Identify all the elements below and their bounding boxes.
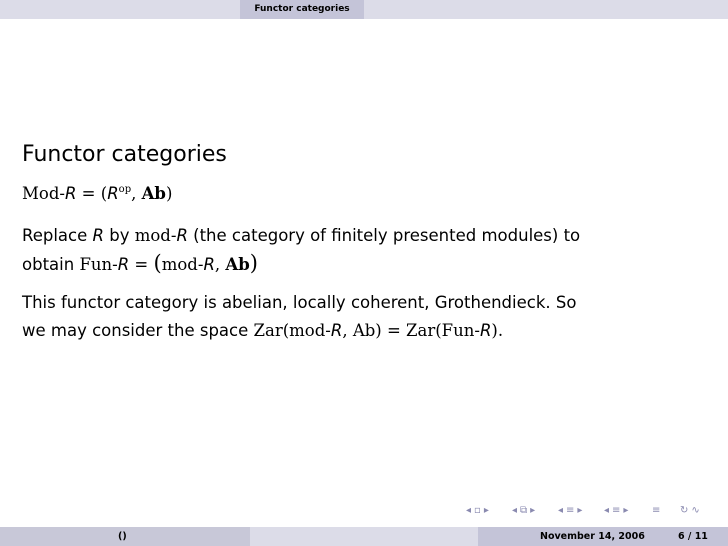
nav-zoom-icon[interactable]: ∿ bbox=[691, 505, 700, 516]
line-obtain: obtain Fun-R = (mod-R, Ab) bbox=[22, 251, 258, 275]
nav-right-arrow-icon[interactable]: ▸ bbox=[483, 505, 489, 516]
nav-search-group bbox=[680, 505, 703, 519]
nav-section-left-icon[interactable]: ◂ bbox=[558, 505, 564, 516]
footer-author: () bbox=[118, 531, 127, 542]
nav-section-icon[interactable]: ≡ bbox=[566, 505, 575, 516]
nav-eq-icon[interactable]: ≡ bbox=[652, 505, 661, 516]
nav-eq-group bbox=[652, 505, 663, 519]
nav-subsection-group bbox=[512, 505, 538, 519]
line-mod-definition: $Mod-R = (R^{op}$, Ab) bbox=[22, 184, 173, 203]
nav-subsec-icon[interactable]: ≡ bbox=[612, 505, 621, 516]
header-bar bbox=[0, 0, 728, 19]
nav-subsection-right-icon[interactable]: ▸ bbox=[530, 505, 536, 516]
nav-frame-icon[interactable]: ▫ bbox=[474, 505, 481, 516]
nav-search-icon[interactable]: ↻ bbox=[680, 505, 689, 516]
header-section-title[interactable]: Functor categories bbox=[254, 4, 350, 14]
line-abelian: This functor category is abelian, locally coherent, Grothendieck. So bbox=[22, 293, 577, 312]
nav-subsec-group bbox=[604, 505, 631, 519]
nav-subsection-left-icon[interactable]: ◂ bbox=[512, 505, 518, 516]
nav-section-right-icon[interactable]: ▸ bbox=[577, 505, 583, 516]
line-zariski: we may consider the space Zar(mod-R, Ab) = Zar(Fun-R). bbox=[22, 321, 504, 340]
nav-frame-group bbox=[466, 505, 492, 519]
nav-subsec-left-icon[interactable]: ◂ bbox=[604, 505, 610, 516]
nav-section-group bbox=[558, 505, 585, 519]
frame-title: Functor categories bbox=[22, 142, 227, 167]
nav-left-arrow-icon[interactable]: ◂ bbox=[466, 505, 472, 516]
footer-date: November 14, 2006 bbox=[540, 531, 645, 542]
footer-title-bar bbox=[250, 527, 478, 546]
line-replace: Replace R by mod-R (the category of finitely presented modules) to bbox=[22, 226, 581, 245]
nav-subsection-icon[interactable]: ⧉ bbox=[520, 505, 528, 516]
nav-subsec-right-icon[interactable]: ▸ bbox=[623, 505, 629, 516]
footer-page-number: 6 / 11 bbox=[678, 531, 708, 542]
